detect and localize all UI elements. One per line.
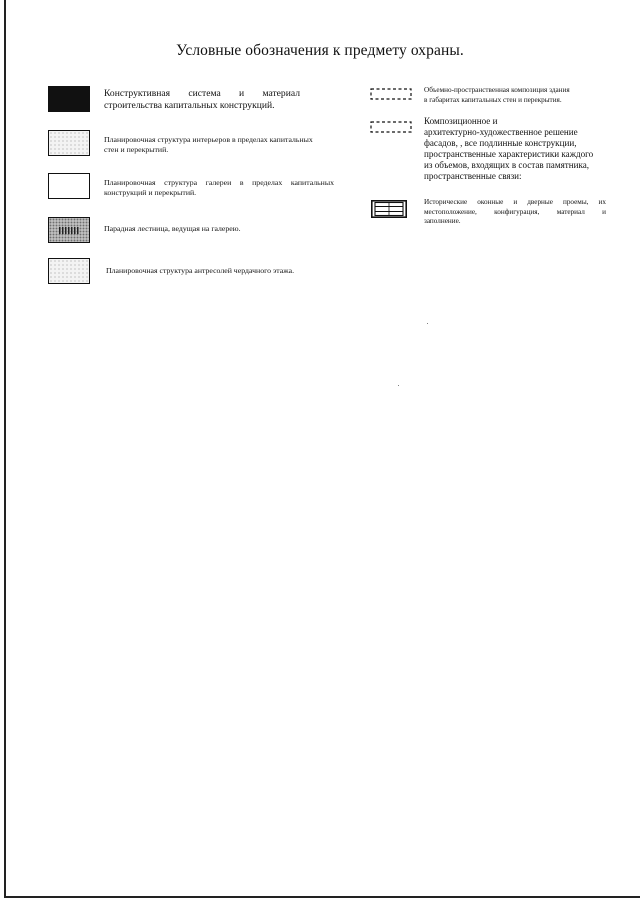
page-title: Условные обозначения к предмету охраны. (176, 42, 464, 59)
caption-line: из объемов, входящих в состав памятника, (424, 160, 590, 170)
caption-line: Объемно-пространственная композиция здания (424, 86, 570, 94)
legend-caption-historic-openings (424, 198, 606, 227)
legend-swatch-attic-mezzanine (48, 258, 90, 284)
scan-speck (398, 385, 399, 386)
caption-line: строительства капитальных конструкций. (104, 99, 275, 111)
caption-line: архитектурно-художественное решение (424, 127, 578, 137)
caption-line: Композиционное и (424, 116, 498, 126)
caption-line: в габаритах капитальных стен и перекрытия. (424, 95, 562, 104)
legend-caption-attic-mezzanine (106, 266, 336, 276)
dashed-outline-icon (370, 121, 412, 133)
legend-swatch-gallery-layout (48, 173, 90, 199)
caption-line: местоположение, конфигурация, материал и (424, 207, 606, 216)
caption-line: фасадов, , все подлинные конструкции, (424, 138, 577, 148)
caption-line: пространственные связи: (424, 171, 522, 181)
caption-line: Планировочная структура антресолей чердачного этажа. (106, 266, 295, 275)
staircase-icon (59, 227, 79, 234)
window-opening-icon (371, 200, 407, 218)
caption-line: заполнение. (424, 217, 461, 225)
legend-swatch-main-staircase (48, 217, 90, 243)
legend-caption-main-staircase (104, 224, 334, 234)
scan-speck (427, 323, 428, 324)
legend-caption-interior-layout (104, 135, 334, 155)
legend-caption-construction-system (104, 88, 300, 111)
caption-line: Планировочная структура интерьеров в пределах капитальных (104, 135, 313, 144)
page-left-border (4, 0, 6, 898)
caption-line: конструкций и перекрытий. (104, 188, 197, 197)
caption-line: Парадная лестница, ведущая на галерею. (104, 224, 241, 233)
legend-caption-gallery-layout (104, 178, 334, 198)
caption-line: стен и перекрытий. (104, 145, 169, 154)
caption-line: Исторические оконные и дверные проемы, их (424, 198, 606, 206)
caption-line: Конструктивная система и материал (104, 88, 300, 99)
legend-caption-volume-composition (424, 86, 614, 105)
legend-swatch-construction-system (48, 86, 90, 112)
dashed-outline-icon (370, 88, 412, 100)
legend-caption-facade-solution (424, 116, 624, 182)
page-bottom-border (4, 896, 640, 898)
legend-swatch-interior-layout (48, 130, 90, 156)
caption-line: пространственные характеристики каждого (424, 149, 594, 159)
caption-line: Планировочная структура галереи в пределах капитальных (104, 178, 334, 187)
